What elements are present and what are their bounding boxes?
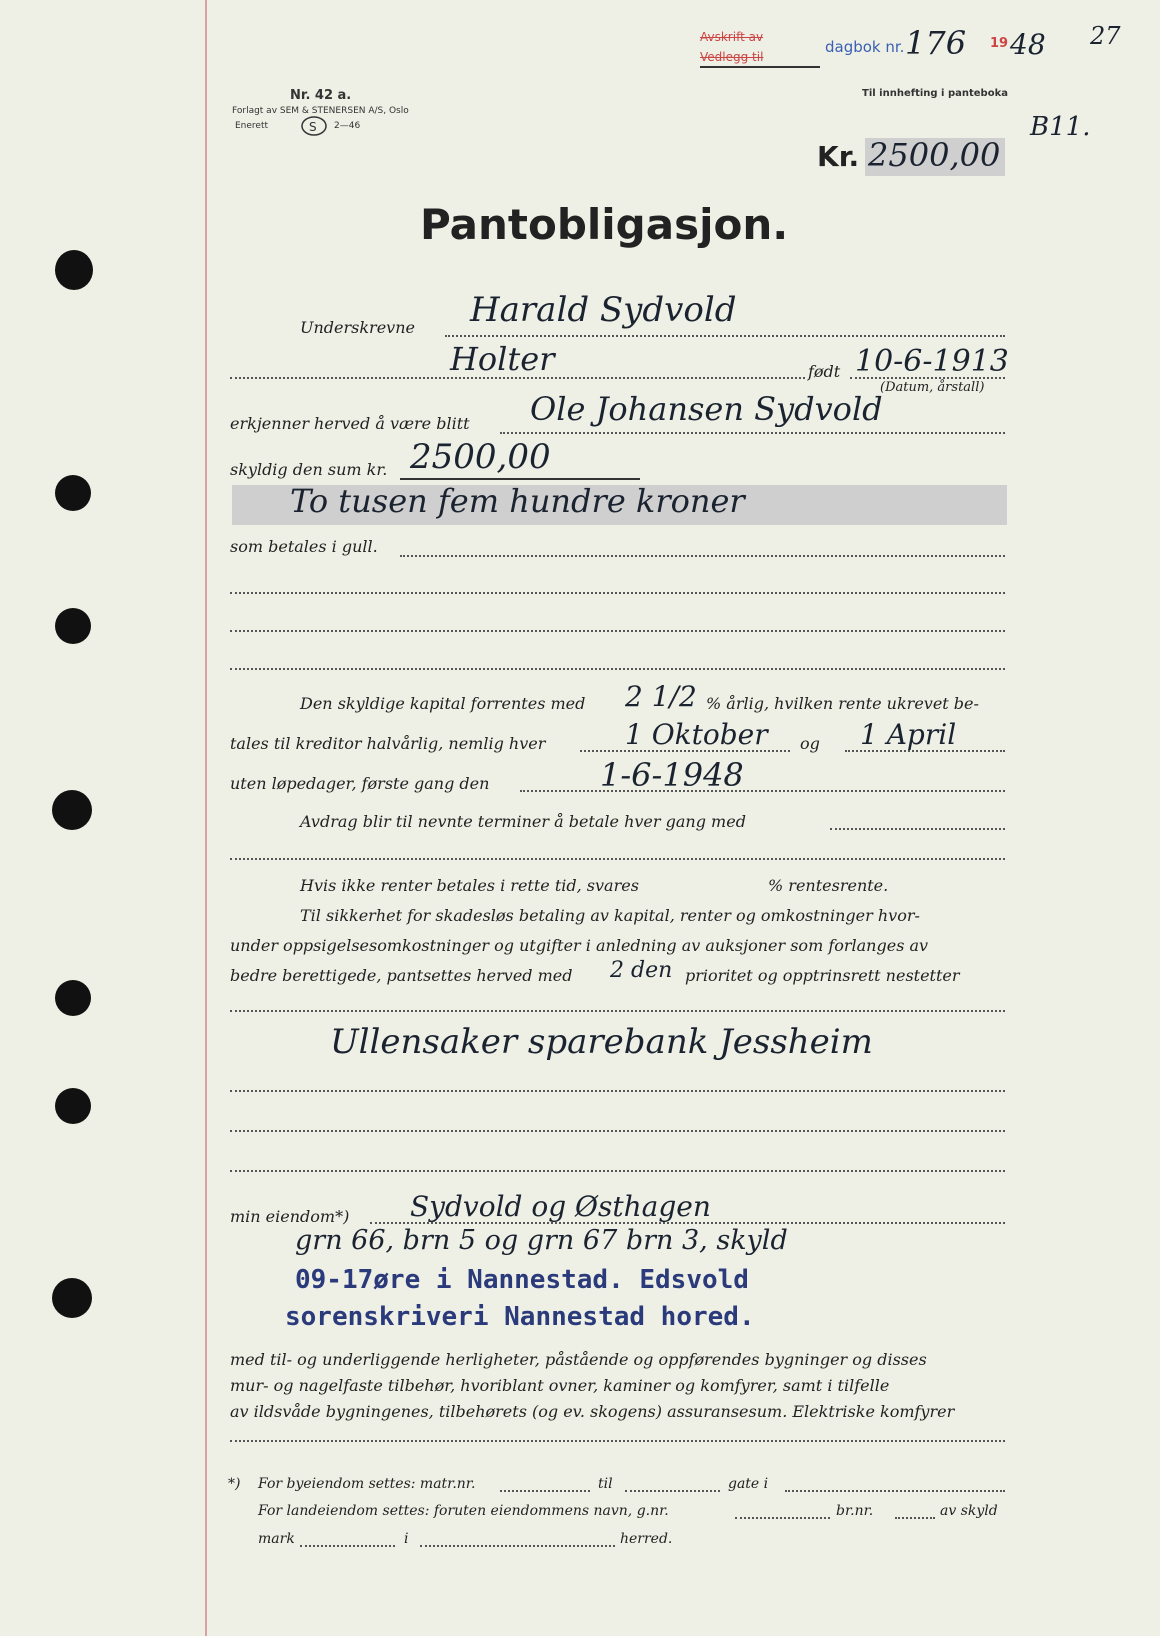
dotted-line	[850, 377, 1005, 379]
dotted-line	[230, 630, 1005, 632]
creditor-name: Ole Johansen Sydvold	[530, 390, 883, 428]
interest-line1-b: % årlig, hvilken rente ukrevet be-	[706, 694, 979, 713]
amount-label: Kr.	[817, 140, 860, 173]
sum-underline	[400, 478, 640, 480]
first-payment-date: 1-6-1948	[600, 756, 744, 794]
sikkerhet-line-1: Til sikkerhet for skadesløs betaling av kapital, renter og omkostninger hvor-	[300, 906, 920, 925]
extra-number: 27	[1090, 22, 1121, 50]
amount-value: 2500,00	[868, 136, 1001, 174]
dotted-line	[445, 335, 1005, 337]
datum-label: (Datum, årstall)	[880, 380, 985, 395]
dotted-line	[230, 668, 1005, 670]
footnote-line2-b: br.nr.	[836, 1503, 874, 1519]
erkjenner-label: erkjenner herved å være blitt	[230, 414, 470, 433]
dotted-line	[230, 858, 1005, 860]
dotted-line	[580, 750, 790, 752]
stamp-vedlegg: Vedlegg til	[700, 50, 764, 64]
dotted-line	[520, 790, 1005, 792]
property-typed-line-1: 09-17øre i Nannestad. Edsvold	[295, 1265, 749, 1295]
sum-value: 2500,00	[410, 437, 551, 477]
dotted-line	[735, 1517, 830, 1519]
clause-line-1: med til- og underliggende herligheter, påstående og oppførendes bygninger og disses	[230, 1350, 927, 1369]
interest-date-1: 1 Oktober	[625, 718, 768, 751]
interest-line3-a: uten løpedager, første gang den	[230, 774, 490, 793]
hvis-ikke-a: Hvis ikke renter betales i rette tid, svares	[300, 876, 639, 895]
dotted-line	[230, 377, 805, 379]
dotted-line	[230, 1130, 1005, 1132]
enerett-label: Enerett	[235, 121, 269, 131]
dagbok-label: dagbok nr.	[825, 38, 905, 56]
dagbok-number: 176	[905, 24, 967, 62]
sikkerhet-line-2: under oppsigelsesomkostninger og utgifter i anledning av auksjoner som forlanges av	[230, 936, 929, 955]
dotted-line	[500, 432, 1005, 434]
bank-name: Ullensaker sparebank Jessheim	[330, 1022, 873, 1062]
punch-hole	[55, 475, 91, 511]
form-number: Nr. 42 a.	[290, 88, 352, 103]
fodt-label: født	[808, 362, 841, 381]
interest-rate: 2 1/2	[625, 680, 697, 713]
gull-label: som betales i gull.	[230, 537, 378, 556]
innhefting-label: Til innhefting i panteboka	[862, 88, 1008, 99]
dotted-line	[230, 1170, 1005, 1172]
birth-date: 10-6-1913	[855, 344, 1009, 379]
sum-words: To tusen fem hundre kroner	[290, 482, 745, 520]
svg-text:S: S	[309, 120, 317, 134]
dotted-line	[230, 592, 1005, 594]
edition-label: 2—46	[334, 121, 361, 131]
debtor-place: Holter	[450, 340, 555, 378]
property-typed-line-2: sorenskriveri Nannestad hored.	[285, 1302, 755, 1332]
punch-hole	[55, 608, 91, 644]
eiendom-label: min eiendom*)	[230, 1207, 350, 1226]
punch-hole	[52, 1278, 92, 1318]
dotted-line	[845, 750, 1005, 752]
dotted-line	[230, 1010, 1005, 1012]
underskrevne-label: Underskrevne	[300, 318, 415, 337]
dotted-line	[830, 828, 1005, 830]
footnote-line3-c: herred.	[620, 1531, 673, 1547]
property-gnr: grn 66, brn 5 og grn 67 brn 3, skyld	[295, 1225, 788, 1256]
dotted-line	[500, 1490, 590, 1492]
interest-line1-a: Den skyldige kapital forrentes med	[300, 694, 586, 713]
stamp-avskrift: Avskrift av	[700, 30, 764, 44]
dotted-line	[420, 1545, 615, 1547]
clause-line-3: av ildsvåde bygningenes, tilbehørets (og ev. skogens) assuransesum. Elektriske komfyrer	[230, 1402, 955, 1421]
stamp-underline	[700, 66, 820, 68]
document-title: Pantobligasjon.	[420, 200, 789, 249]
footnote-marker: *)	[228, 1476, 241, 1492]
publisher-logo-icon	[300, 115, 328, 137]
footnote-line2-c: av skyld	[940, 1503, 998, 1519]
avdrag-label: Avdrag blir til nevnte terminer å betale hver gang med	[300, 812, 746, 831]
sikkerhet-line-3b: prioritet og opptrinsrett nestetter	[685, 966, 960, 985]
clause-line-2: mur- og nagelfaste tilbehør, hvoriblant ovner, kaminer og komfyrer, samt i tilfelle	[230, 1376, 890, 1395]
year-written: 48	[1010, 28, 1046, 61]
publisher-line: Forlagt av SEM & STENERSEN A/S, Oslo	[232, 106, 409, 116]
interest-line2-a: tales til kreditor halvårlig, nemlig hver	[230, 734, 546, 753]
dotted-line	[400, 555, 1005, 557]
dotted-line	[370, 1222, 1005, 1224]
dotted-line	[300, 1545, 395, 1547]
dotted-line	[230, 1440, 1005, 1442]
hvis-ikke-b: % rentesrente.	[768, 876, 889, 895]
priority-value: 2 den	[610, 958, 673, 983]
footnote-line1-b: til	[598, 1476, 613, 1492]
sikkerhet-line-3a: bedre berettigede, pantsettes herved med	[230, 966, 573, 985]
property-name: Sydvold og Østhagen	[410, 1190, 711, 1223]
year-printed: 19	[990, 36, 1009, 51]
dotted-line	[230, 1090, 1005, 1092]
footnote-line3-b: i	[404, 1531, 409, 1547]
dotted-line	[785, 1490, 1005, 1492]
interest-date-2: 1 April	[860, 718, 957, 751]
punch-hole	[52, 790, 92, 830]
dotted-line	[895, 1517, 935, 1519]
debtor-name: Harald Sydvold	[470, 290, 737, 330]
margin-line	[205, 0, 207, 1636]
punch-hole	[55, 1088, 91, 1124]
dotted-line	[625, 1490, 720, 1492]
footnote-line1-c: gate i	[728, 1476, 769, 1492]
skyldig-label: skyldig den sum kr.	[230, 460, 388, 479]
og-label: og	[800, 734, 820, 753]
punch-hole	[55, 980, 91, 1016]
footnote-line3-a: mark	[258, 1531, 295, 1547]
footnote-line2-a: For landeiendom settes: foruten eiendommens navn, g.nr.	[258, 1503, 669, 1519]
book-reference: B11.	[1030, 112, 1091, 142]
punch-hole	[55, 250, 93, 290]
footnote-line1-a: For byeiendom settes: matr.nr.	[258, 1476, 476, 1492]
